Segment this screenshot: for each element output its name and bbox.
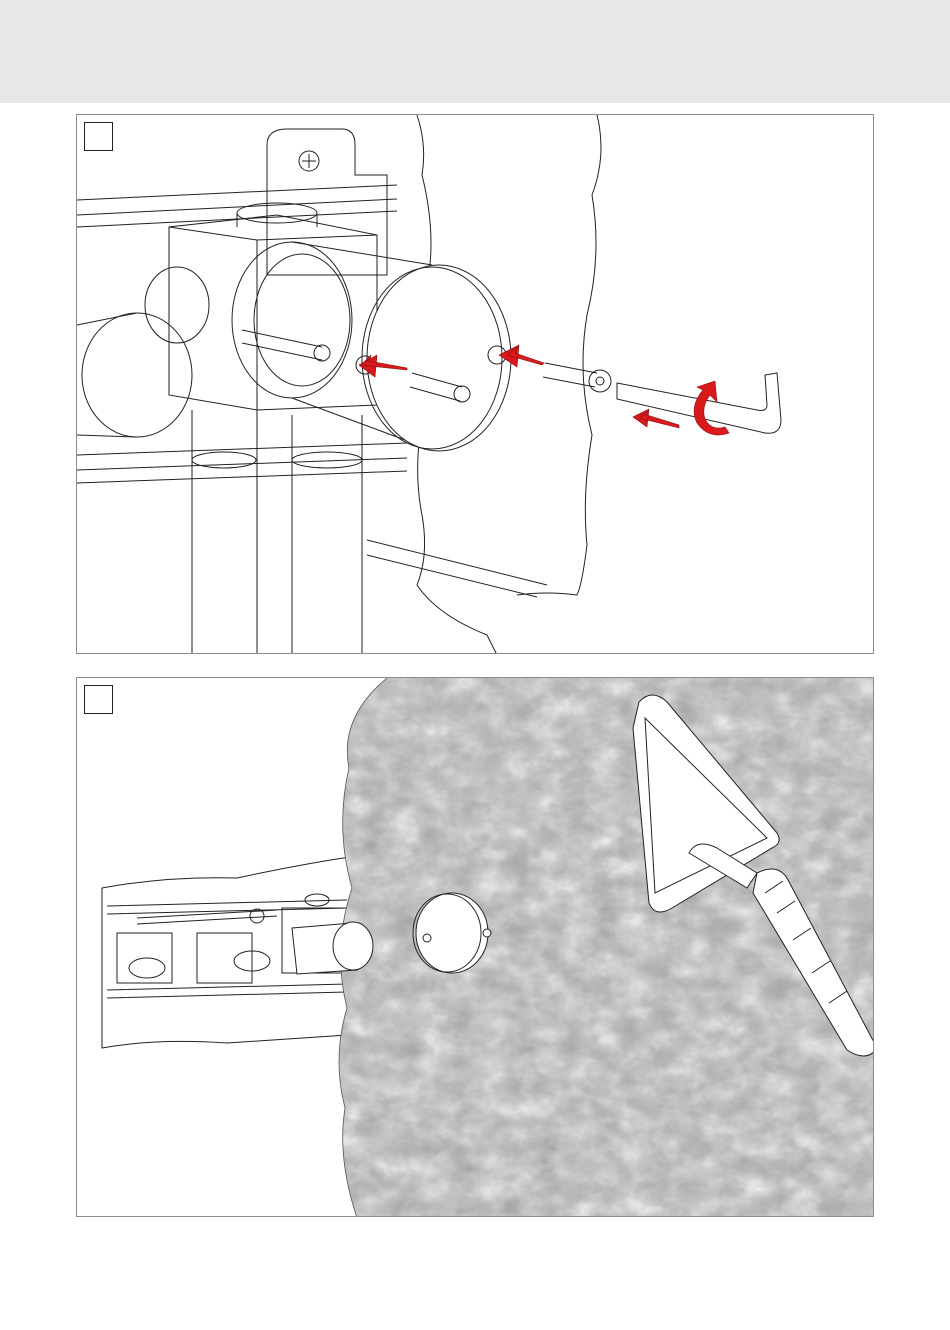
top-knob (237, 203, 317, 223)
pipe-left (192, 410, 257, 654)
cartridge-left (82, 313, 192, 437)
instruction-panel-1 (76, 114, 874, 654)
instruction-panel-2 (76, 677, 874, 1217)
header-band (0, 0, 950, 103)
cover-plate (416, 893, 488, 973)
rail-bottom (77, 443, 407, 483)
step-number-box (84, 122, 113, 151)
installation-illustration-1 (77, 115, 874, 654)
valve-body (169, 215, 377, 410)
pin-left (242, 330, 322, 360)
cover-plate (367, 265, 511, 451)
pipe-right (292, 415, 362, 654)
wall-edge-right (517, 115, 601, 595)
step-number-box (84, 685, 113, 714)
cover-screw-right (483, 929, 491, 937)
installation-illustration-2 (77, 678, 874, 1217)
cartridge-1 (129, 958, 165, 978)
cover-screw-left (423, 934, 431, 942)
cartridge-left-rear (145, 267, 209, 343)
valve-sleeve (232, 242, 352, 398)
rotation-arrow (694, 381, 729, 435)
rail-bottom (107, 984, 347, 998)
rail-top (107, 900, 347, 914)
